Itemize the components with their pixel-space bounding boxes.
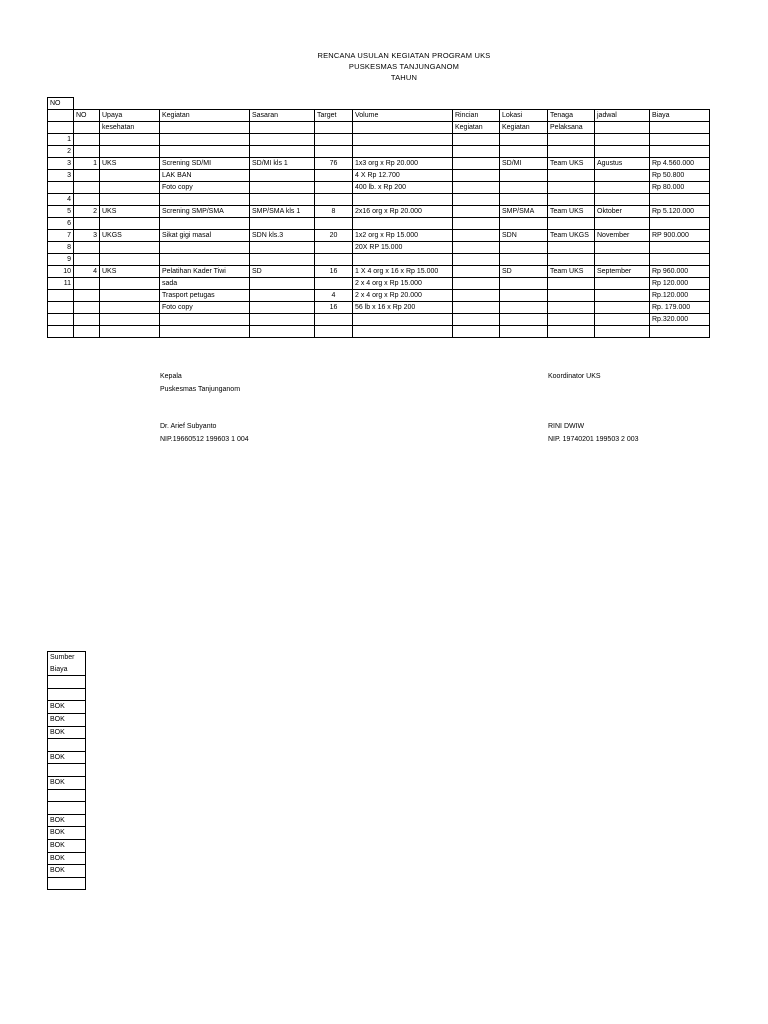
cell-tenaga	[548, 290, 595, 302]
cell-no	[74, 302, 100, 314]
table-row	[48, 218, 710, 230]
funding-cell	[48, 802, 86, 815]
cell-kegiatan: sada	[160, 278, 250, 290]
table-row	[48, 134, 710, 146]
table-row	[48, 158, 710, 170]
header-biaya: Biaya	[650, 110, 710, 122]
cell-jadwal	[595, 302, 650, 314]
cell-target	[315, 194, 353, 206]
cell-volume: 400 lb. x Rp 200	[353, 182, 453, 194]
header-no: NO	[74, 110, 100, 122]
cell-sasaran	[250, 290, 315, 302]
cell-upaya	[100, 146, 160, 158]
cell-tenaga	[548, 302, 595, 314]
cell-volume: 1 X 4 org x 16 x Rp 15.000	[353, 266, 453, 278]
table-row	[48, 230, 710, 242]
cell-target	[315, 134, 353, 146]
cell-lokasi	[500, 170, 548, 182]
cell-target	[315, 278, 353, 290]
funding-row	[48, 701, 86, 714]
cell-rincian	[453, 230, 500, 242]
cell-rincian	[453, 314, 500, 326]
funding-cell	[48, 764, 86, 777]
cell-kegiatan	[160, 194, 250, 206]
table-row	[48, 194, 710, 206]
cell-volume: 2 x 4 org x Rp 15.000	[353, 278, 453, 290]
cell-sasaran	[250, 302, 315, 314]
cell-biaya: Rp 50.800	[650, 170, 710, 182]
cell-r: 4	[48, 194, 74, 206]
funding-header-1: Sumber	[48, 652, 86, 664]
cell-r	[48, 302, 74, 314]
cell-kegiatan	[160, 242, 250, 254]
cell-lokasi: SDN	[500, 230, 548, 242]
table-row	[48, 146, 710, 158]
cell-no: 4	[74, 266, 100, 278]
cell-jadwal: September	[595, 266, 650, 278]
funding-cell: BOK	[48, 713, 86, 726]
cell-jadwal	[595, 182, 650, 194]
title-line-2: PUSKESMAS TANJUNGANOM	[348, 62, 460, 71]
cell-kegiatan: Foto copy	[160, 182, 250, 194]
funding-cell	[48, 739, 86, 752]
cell-jadwal: Oktober	[595, 206, 650, 218]
cell-rincian	[453, 278, 500, 290]
cell-no	[74, 242, 100, 254]
cell-rincian	[453, 254, 500, 266]
cell-upaya	[100, 218, 160, 230]
cell-r: 5	[48, 206, 74, 218]
cell-lokasi	[500, 242, 548, 254]
cell-tenaga	[548, 254, 595, 266]
cell-biaya: Rp 120.000	[650, 278, 710, 290]
cell-upaya	[100, 242, 160, 254]
cell-r: 6	[48, 218, 74, 230]
subheader-rincian: Kegiatan	[453, 122, 500, 134]
table-row	[48, 290, 710, 302]
title-line-3: TAHUN	[390, 73, 418, 82]
cell-lokasi	[500, 278, 548, 290]
table-row	[48, 326, 710, 338]
cell-kegiatan: Pelatihan Kader Tiwi	[160, 266, 250, 278]
cell-biaya: Rp.320.000	[650, 314, 710, 326]
funding-row	[48, 877, 86, 890]
cell-tenaga	[548, 326, 595, 338]
signature-left-org: Puskesmas Tanjunganom	[160, 385, 241, 393]
cell-jadwal	[595, 326, 650, 338]
cell-sasaran	[250, 314, 315, 326]
cell-rincian	[453, 266, 500, 278]
funding-cell	[48, 676, 86, 689]
cell-volume: 20X RP 15.000	[353, 242, 453, 254]
cell-upaya	[100, 134, 160, 146]
table-row	[48, 266, 710, 278]
cell-kegiatan	[160, 326, 250, 338]
header-volume: Volume	[353, 110, 453, 122]
cell-tenaga	[548, 134, 595, 146]
cell-rincian	[453, 326, 500, 338]
cell-no	[74, 170, 100, 182]
cell-r	[48, 326, 74, 338]
cell-biaya	[650, 242, 710, 254]
funding-row	[48, 789, 86, 802]
cell-tenaga	[548, 242, 595, 254]
cell-no	[74, 254, 100, 266]
cell-upaya: UKS	[100, 206, 160, 218]
funding-header-row-1	[48, 652, 86, 664]
cell-biaya: Rp 80.000	[650, 182, 710, 194]
funding-source-table	[47, 651, 86, 890]
signature-left-nip: NIP.19660512 199603 1 004	[160, 435, 249, 443]
cell-lokasi	[500, 194, 548, 206]
cell-upaya	[100, 194, 160, 206]
cell-biaya: Rp. 179.000	[650, 302, 710, 314]
cell-r: 8	[48, 242, 74, 254]
subheader-lokasi: Kegiatan	[500, 122, 548, 134]
subheader-upaya: kesehatan	[100, 122, 160, 134]
document-title	[0, 50, 768, 83]
cell-jadwal	[595, 194, 650, 206]
header-sasaran: Sasaran	[250, 110, 315, 122]
cell-lokasi: SD/MI	[500, 158, 548, 170]
cell-jadwal	[595, 146, 650, 158]
cell-upaya: UKS	[100, 158, 160, 170]
cell-tenaga	[548, 314, 595, 326]
cell-biaya	[650, 218, 710, 230]
cell-target: 16	[315, 302, 353, 314]
activity-plan-table	[47, 97, 710, 338]
funding-row	[48, 751, 86, 764]
funding-row	[48, 726, 86, 739]
cell-lokasi	[500, 182, 548, 194]
signature-right-role: Koordinator UKS	[548, 373, 601, 380]
cell-volume	[353, 194, 453, 206]
funding-cell	[48, 688, 86, 701]
cell-rincian	[453, 242, 500, 254]
cell-volume	[353, 134, 453, 146]
cell-target	[315, 254, 353, 266]
cell-volume: 1x2 org x Rp 15.000	[353, 230, 453, 242]
signature-right	[548, 371, 639, 446]
cell-r: 3	[48, 170, 74, 182]
cell-volume: 56 lb x 16 x Rp 200	[353, 302, 453, 314]
cell-tenaga: Team UKS	[548, 266, 595, 278]
title-line-1: RENCANA USULAN KEGIATAN PROGRAM UKS	[317, 51, 491, 60]
cell-upaya	[100, 326, 160, 338]
funding-cell	[48, 789, 86, 802]
funding-cell: BOK	[48, 726, 86, 739]
cell-lokasi: SMP/SMA	[500, 206, 548, 218]
cell-volume: 2 x 4 org x Rp 20.000	[353, 290, 453, 302]
cell-jadwal	[595, 314, 650, 326]
cell-jadwal	[595, 290, 650, 302]
cell-biaya	[650, 254, 710, 266]
cell-upaya	[100, 278, 160, 290]
cell-rincian	[453, 182, 500, 194]
cell-rincian	[453, 218, 500, 230]
table-row	[48, 170, 710, 182]
cell-upaya	[100, 290, 160, 302]
cell-rincian	[453, 146, 500, 158]
cell-no	[74, 326, 100, 338]
cell-r: 11	[48, 278, 74, 290]
cell-sasaran: SD/MI kls 1	[250, 158, 315, 170]
cell-upaya	[100, 182, 160, 194]
cell-sasaran	[250, 278, 315, 290]
cell-volume	[353, 314, 453, 326]
cell-biaya	[650, 194, 710, 206]
funding-row	[48, 852, 86, 865]
funding-row	[48, 827, 86, 840]
cell-biaya: Rp.120.000	[650, 290, 710, 302]
cell-upaya	[100, 170, 160, 182]
cell-lokasi	[500, 290, 548, 302]
funding-cell: BOK	[48, 865, 86, 878]
header-upaya: Upaya	[100, 110, 160, 122]
funding-header-2: Biaya	[48, 664, 86, 676]
funding-row	[48, 713, 86, 726]
header-lokasi: Lokasi	[500, 110, 548, 122]
cell-sasaran: SD	[250, 266, 315, 278]
funding-row	[48, 739, 86, 752]
cell-biaya: Rp 4.560.000	[650, 158, 710, 170]
subheader-row	[48, 122, 710, 134]
cell-target	[315, 182, 353, 194]
cell-rincian	[453, 170, 500, 182]
cell-no	[74, 182, 100, 194]
funding-row	[48, 688, 86, 701]
cell-volume	[353, 218, 453, 230]
funding-row	[48, 802, 86, 815]
funding-cell: BOK	[48, 751, 86, 764]
funding-row	[48, 839, 86, 852]
cell-kegiatan	[160, 134, 250, 146]
cell-rincian	[453, 206, 500, 218]
cell-r: 1	[48, 134, 74, 146]
cell-target	[315, 314, 353, 326]
table-row	[48, 302, 710, 314]
cell-kegiatan	[160, 146, 250, 158]
cell-kegiatan	[160, 314, 250, 326]
cell-lokasi	[500, 146, 548, 158]
cell-no: 1	[74, 158, 100, 170]
cell-volume: 1x3 org x Rp 20.000	[353, 158, 453, 170]
cell-volume	[353, 254, 453, 266]
cell-jadwal: Agustus	[595, 158, 650, 170]
cell-r: 3	[48, 158, 74, 170]
cell-sasaran	[250, 146, 315, 158]
funding-row	[48, 776, 86, 789]
funding-cell: BOK	[48, 814, 86, 827]
cell-r	[48, 314, 74, 326]
cell-lokasi: SD	[500, 266, 548, 278]
funding-cell: BOK	[48, 839, 86, 852]
funding-row	[48, 865, 86, 878]
cell-biaya: RP 900.000	[650, 230, 710, 242]
cell-volume: 2x16 org x Rp 20.000	[353, 206, 453, 218]
cell-sasaran	[250, 254, 315, 266]
signature-left-role: Kepala	[160, 373, 182, 380]
cell-kegiatan: Screning SMP/SMA	[160, 206, 250, 218]
cell-rincian	[453, 302, 500, 314]
cell-tenaga	[548, 194, 595, 206]
funding-cell: BOK	[48, 776, 86, 789]
funding-cell	[48, 877, 86, 890]
cell-rincian	[453, 194, 500, 206]
cell-no	[74, 146, 100, 158]
table-row	[48, 206, 710, 218]
cell-kegiatan: Screning SD/MI	[160, 158, 250, 170]
cell-tenaga	[548, 182, 595, 194]
cell-jadwal	[595, 218, 650, 230]
top-header-row	[48, 98, 710, 110]
funding-header-row-2	[48, 664, 86, 676]
cell-kegiatan: Foto copy	[160, 302, 250, 314]
cell-tenaga	[548, 218, 595, 230]
table-row	[48, 242, 710, 254]
cell-biaya	[650, 326, 710, 338]
cell-no	[74, 314, 100, 326]
cell-volume	[353, 326, 453, 338]
header-jadwal: jadwal	[595, 110, 650, 122]
cell-biaya	[650, 146, 710, 158]
cell-sasaran: SDN kls.3	[250, 230, 315, 242]
cell-upaya: UKS	[100, 266, 160, 278]
header-rincian: Rincian	[453, 110, 500, 122]
cell-lokasi	[500, 254, 548, 266]
funding-row	[48, 676, 86, 689]
signature-left	[160, 371, 249, 446]
cell-jadwal	[595, 254, 650, 266]
header-row	[48, 110, 710, 122]
cell-volume	[353, 146, 453, 158]
cell-r	[48, 290, 74, 302]
cell-jadwal	[595, 134, 650, 146]
table-row	[48, 182, 710, 194]
signature-right-name: RINI DWIW	[548, 423, 585, 430]
cell-tenaga: Team UKS	[548, 206, 595, 218]
cell-no	[74, 134, 100, 146]
cell-r	[48, 182, 74, 194]
cell-jadwal	[595, 278, 650, 290]
cell-no	[74, 194, 100, 206]
funding-cell: BOK	[48, 701, 86, 714]
cell-target	[315, 326, 353, 338]
cell-sasaran	[250, 194, 315, 206]
cell-sasaran	[250, 326, 315, 338]
cell-lokasi	[500, 302, 548, 314]
signature-right-nip: NIP. 19740201 199503 2 003	[548, 435, 639, 443]
cell-target	[315, 170, 353, 182]
cell-jadwal: November	[595, 230, 650, 242]
header-target: Target	[315, 110, 353, 122]
cell-biaya	[650, 134, 710, 146]
cell-r: 9	[48, 254, 74, 266]
table-row	[48, 278, 710, 290]
cell-target: 76	[315, 158, 353, 170]
header-tenaga: Tenaga	[548, 110, 595, 122]
cell-sasaran	[250, 134, 315, 146]
cell-kegiatan: LAK BAN	[160, 170, 250, 182]
cell-kegiatan: Trasport petugas	[160, 290, 250, 302]
funding-row	[48, 814, 86, 827]
header-kegiatan: Kegiatan	[160, 110, 250, 122]
table-row	[48, 254, 710, 266]
cell-tenaga: Team UKS	[548, 158, 595, 170]
cell-kegiatan: Sikat gigi masal	[160, 230, 250, 242]
cell-upaya	[100, 314, 160, 326]
cell-lokasi	[500, 326, 548, 338]
subheader-tenaga: Pelaksana	[548, 122, 595, 134]
cell-sasaran	[250, 170, 315, 182]
cell-rincian	[453, 134, 500, 146]
cell-target: 16	[315, 266, 353, 278]
cell-no	[74, 290, 100, 302]
cell-no	[74, 278, 100, 290]
funding-row	[48, 764, 86, 777]
cell-tenaga	[548, 146, 595, 158]
cell-biaya: Rp 960.000	[650, 266, 710, 278]
cell-kegiatan	[160, 254, 250, 266]
funding-cell: BOK	[48, 827, 86, 840]
cell-lokasi	[500, 134, 548, 146]
cell-sasaran	[250, 182, 315, 194]
cell-jadwal	[595, 170, 650, 182]
cell-target: 20	[315, 230, 353, 242]
funding-cell: BOK	[48, 852, 86, 865]
cell-sasaran	[250, 242, 315, 254]
cell-tenaga	[548, 170, 595, 182]
table-row	[48, 314, 710, 326]
cell-tenaga: Team UKGS	[548, 230, 595, 242]
cell-target	[315, 218, 353, 230]
cell-upaya	[100, 302, 160, 314]
cell-rincian	[453, 290, 500, 302]
cell-sasaran	[250, 218, 315, 230]
cell-upaya: UKGS	[100, 230, 160, 242]
cell-lokasi	[500, 314, 548, 326]
cell-jadwal	[595, 242, 650, 254]
cell-rincian	[453, 158, 500, 170]
cell-target	[315, 146, 353, 158]
signature-left-name: Dr. Arief Subyanto	[160, 423, 217, 430]
cell-lokasi	[500, 218, 548, 230]
cell-r: 7	[48, 230, 74, 242]
cell-biaya: Rp 5.120.000	[650, 206, 710, 218]
row-no-header: NO	[48, 98, 74, 110]
cell-target: 8	[315, 206, 353, 218]
cell-target	[315, 242, 353, 254]
cell-kegiatan	[160, 218, 250, 230]
cell-tenaga	[548, 278, 595, 290]
cell-sasaran: SMP/SMA kls 1	[250, 206, 315, 218]
cell-volume: 4 X Rp 12.700	[353, 170, 453, 182]
cell-r: 2	[48, 146, 74, 158]
cell-upaya	[100, 254, 160, 266]
cell-target: 4	[315, 290, 353, 302]
cell-r: 10	[48, 266, 74, 278]
cell-no	[74, 218, 100, 230]
cell-no: 2	[74, 206, 100, 218]
cell-no: 3	[74, 230, 100, 242]
